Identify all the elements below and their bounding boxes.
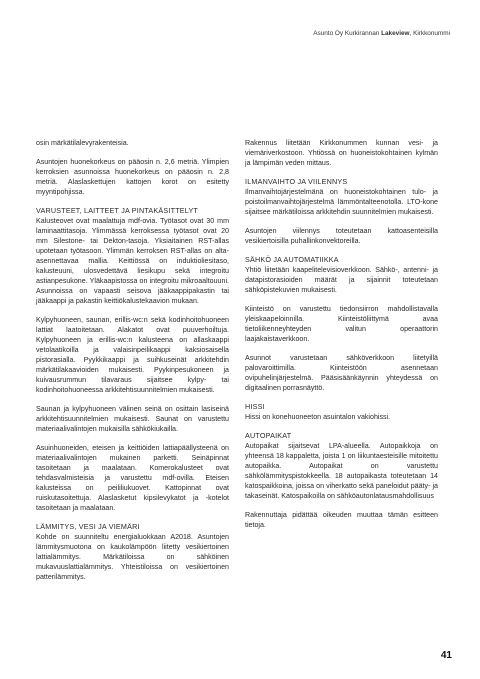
page-number: 41 [440, 650, 452, 661]
right-column [245, 138, 438, 539]
heading-electric: SÄHKÖ JA AUTOMATIIKKA [245, 255, 339, 264]
paragraph-cooling: Asuntojen viilennys toteutetaan kattoasenteisilla vesikiertoisilla puhallinkonvektoreilla. [245, 227, 438, 245]
heading-fixtures: VARUSTEET, LAITTEET JA PINTAKÄSITTELYT [36, 206, 199, 215]
paragraph-electric: Yhtiö liitetään kaapelitelevisioverkkoon. Sähkö-, antenni- ja datapistorasioiden määrät ja sijainnit toteutetaan sähköpistekuvien mukaisesti. [245, 266, 438, 294]
heading-ventilation: ILMANVAIHTO JA VIILENNYS [245, 177, 348, 186]
paragraph-sauna: Saunan ja kylpyhuoneen välinen seinä on osittain lasiseinä arkkitehtisuunnitelmien mukaisesti. Saunat on varustettu materiaalivalintojen mukaisilla sähkökiukailla. [36, 405, 229, 433]
paragraph-smoke-alarms: Asunnot varustetaan sähköverkkoon liitetyillä palovaroittimilla. Kiinteistöön asennetaan ovipuhelinjärjestelmä. Pääsisäänkäynnin yhteydessä on digitaalinen porrasnäyttö. [245, 354, 438, 392]
paragraph-fixtures: Kalusteovet ovat maalattuja mdf-ovia. Työtasot ovat 30 mm laminaattitasoja. Ylimmässä kerroksessa työtasot ovat 20 mm Silestone- tai Dekton-tasoja. Yksiaitainen RST-allas upotetaan työtasoon. Ylimmän kerroksen RST-allas on alta-asennettavaa mallia. Keittiössä on induktioliesitaso, kalusteuuni, ulosvedettävä liesikupu sekä integroitu astianpesukone. Yläkaapistossa on integroitu mikroaaltouuni. Asunnoissa on vapaasti seisova jääkaappipakastin tai jääkaappi ja pakastin keittiökalustekaavion mukaan. [36, 217, 229, 305]
paragraph-reservation: Rakennuttaja pidättää oikeuden muuttaa tämän esitteen tietoja. [245, 511, 438, 529]
paragraph-cabling: Kiinteistö on varustettu tiedonsiirron mahdollistavalla yleiskaapeloinnilla. Kiinteistöliittymä avaa tietoliikenneyhteyden valitun operaattorin laajakaistaverkkoon. [245, 305, 438, 343]
heading-lift: HISSI [245, 402, 265, 411]
heading-parking: AUTOPAIKAT [245, 431, 292, 440]
heading-heating: LÄMMITYS, VESI JA VIEMÄRI [36, 522, 140, 531]
paragraph-bathrooms: Kylpyhuoneen, saunan, erillis-wc:n sekä kodinhoitohuoneen lattiat laatoitetaan. Alakatot ovat puuverhoiltuja. Kylpyhuoneen ja erillis-wc:n kalusteena on allaskaappi vetolaatikoilla ja valaisinpeilikaappi kaksiosaisella pistorasialla. Pyykkikaappi ja suihkuseinät arkkitehdin märkätilakaavioiden mukaisesti. Pyykinpesukoneen ja kuivausrummun tilavaraus sijaitsee kylpy- tai kodinhoitohuoneessa arkkitehtisuunnitelmien mukaisesti. [36, 316, 229, 394]
paragraph-intro: osin märkätilalevyrakenteisia. [36, 139, 129, 147]
paragraph-heating: Kohde on suunniteltu energialuokkaan A2018. Asuntojen lämmitysmuotona on kaukolämpöön liitetty vesikiertoinen lattialämmitys. Märkätiloissa on sähköinen mukavuuslattialämmitys. Yhteistiloissa on vesikiertoinen patterilämmitys. [36, 533, 229, 581]
paragraph-water-sewer: Rakennus liitetään Kirkkonummen kunnan vesi- ja viemäriverkostoon. Yhtiössä on huoneistokohtainen kylmän ja lämpimän veden mittaus. [245, 139, 438, 167]
header-prefix: Asunto Oy Kurkirannan [313, 30, 382, 37]
paragraph-parking: Autopaikat sijaitsevat LPA-alueella. Autopaikkoja on yhteensä 18 kappaletta, joista 1 on liikuntaesteisille mitoitettu autopaikka. Autopaikat on varustettu sähkölämmityspistokkeella. 18 autopaikasta toteutetaan 14 katospaikkoina, joissa on viherkatto sekä paneloidut pääty- ja takaseinät. Katospaikoilla on sähköautonlatausmahdollisuus [245, 442, 438, 500]
paragraph-living-rooms: Asuinhuoneiden, eteisen ja keittiöiden lattiapäällysteenä on materiaalivalintojen mukainen parketti. Seinäpinnat tasoitetaan ja maalataan. Komerokalusteet ovat tehdasvalmisteisia ja varustettu mdf-ovilla. Eteisen kalusteissa on peililiukuovet. Kattopinnat ovat ruiskutasoitettuja. Alaslasketut kipsilevykatot ja -kotelot tasoitetaan ja maalataan. [36, 444, 229, 512]
paragraph-room-heights: Asuntojen huonekorkeus on pääosin n. 2,6 metriä. Ylimpien kerroksien asunnoissa huonekorkeus on pääosin n. 2,8 metriä. Alaslaskettujen kattojen korot on esitetty myyntipohjissa. [36, 158, 229, 196]
left-column [36, 138, 229, 591]
paragraph-ventilation: Ilmanvaihtojärjestelmänä on huoneistokohtainen tulo- ja poistoilmanvaihtojärjestelmä lämmöntalteenotolla. LTO-kone sijaitsee märkätiloissa arkkitehdin suunnitelmien mukaisesti. [245, 188, 438, 216]
header-suffix: , Kirkkonummi [409, 30, 450, 37]
page-header [313, 30, 450, 37]
header-project-name: Lakeview [381, 30, 410, 37]
paragraph-lift: Hissi on konehuoneeton asuintalon vakiohissi. [245, 413, 391, 421]
